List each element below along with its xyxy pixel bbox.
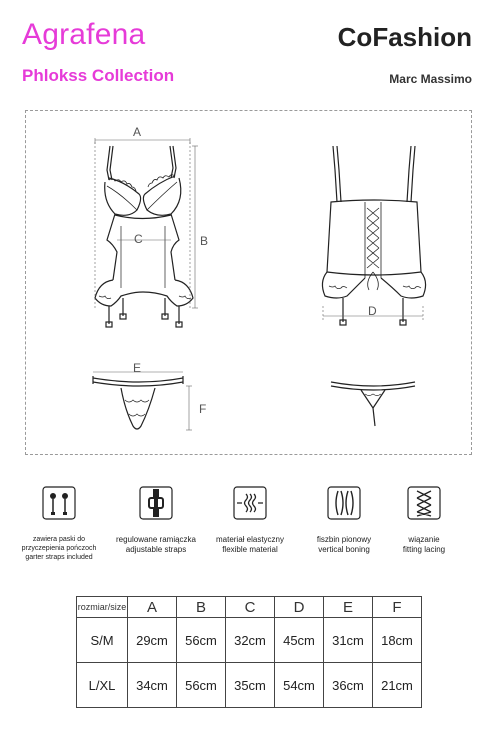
dimension-label-c: C [134, 232, 143, 246]
feature-fitting-lacing [376, 486, 472, 555]
size-value: 54cm [275, 663, 324, 708]
size-table-header [77, 597, 422, 618]
size-value: 34cm [128, 663, 177, 708]
front-thong-drawing [93, 376, 183, 429]
size-value: 32cm [226, 618, 275, 663]
size-value: 36cm [324, 663, 373, 708]
vertical-boning-icon [327, 486, 361, 520]
garter-straps-icon [42, 486, 76, 520]
size-value: 56cm [177, 663, 226, 708]
back-corset-drawing [322, 146, 425, 325]
brand-logo: CoFashion [337, 22, 472, 52]
size-value: 29cm [128, 618, 177, 663]
product-name: Agrafena [22, 18, 146, 51]
dimension-label-e: E [133, 361, 142, 375]
fitting-lacing-icon [407, 486, 441, 520]
flexible-material-icon [233, 486, 267, 520]
size-table-header-cell: D [275, 597, 324, 618]
size-table [76, 596, 422, 708]
dimension-label-b: B [200, 234, 209, 248]
size-table-row [77, 663, 422, 708]
collection-name: Phlokss Collection [22, 66, 175, 85]
feature-caption: wiązanie fitting lacing [402, 535, 446, 554]
size-label: L/XL [77, 663, 128, 708]
feature-caption: materiał elastyczny flexible material [215, 535, 285, 554]
dimension-label-d: D [368, 304, 377, 318]
size-table-header-cell: B [177, 597, 226, 618]
designer-name: Marc Massimo [389, 72, 472, 86]
dimension-label-a: A [133, 125, 142, 139]
technical-drawing [25, 110, 472, 455]
adjustable-straps-icon [139, 486, 173, 520]
feature-flexible-material [202, 486, 298, 555]
size-table-header-cell: C [226, 597, 275, 618]
size-label: S/M [77, 618, 128, 663]
size-table-row [77, 618, 422, 663]
feature-adjustable-straps [108, 486, 204, 555]
size-table-header-cell: A [128, 597, 177, 618]
feature-garter-straps [11, 486, 107, 562]
size-value: 21cm [373, 663, 422, 708]
feature-caption: zawiera paski do przyczepienia pończoch garter straps included [21, 536, 97, 561]
size-value: 56cm [177, 618, 226, 663]
size-table-header-cell: E [324, 597, 373, 618]
feature-caption: fiszbin pionowy vertical boning [316, 535, 372, 554]
size-value: 35cm [226, 663, 275, 708]
size-value: 45cm [275, 618, 324, 663]
size-table-header-cell: F [373, 597, 422, 618]
front-corset-drawing [95, 146, 193, 327]
back-thong-drawing [331, 382, 415, 426]
size-value: 31cm [324, 618, 373, 663]
feature-caption: regulowane ramiączka adjustable straps [115, 535, 197, 554]
size-table-header-cell: rozmiar/size [77, 597, 128, 618]
dimension-label-f: F [199, 402, 207, 416]
size-value: 18cm [373, 618, 422, 663]
